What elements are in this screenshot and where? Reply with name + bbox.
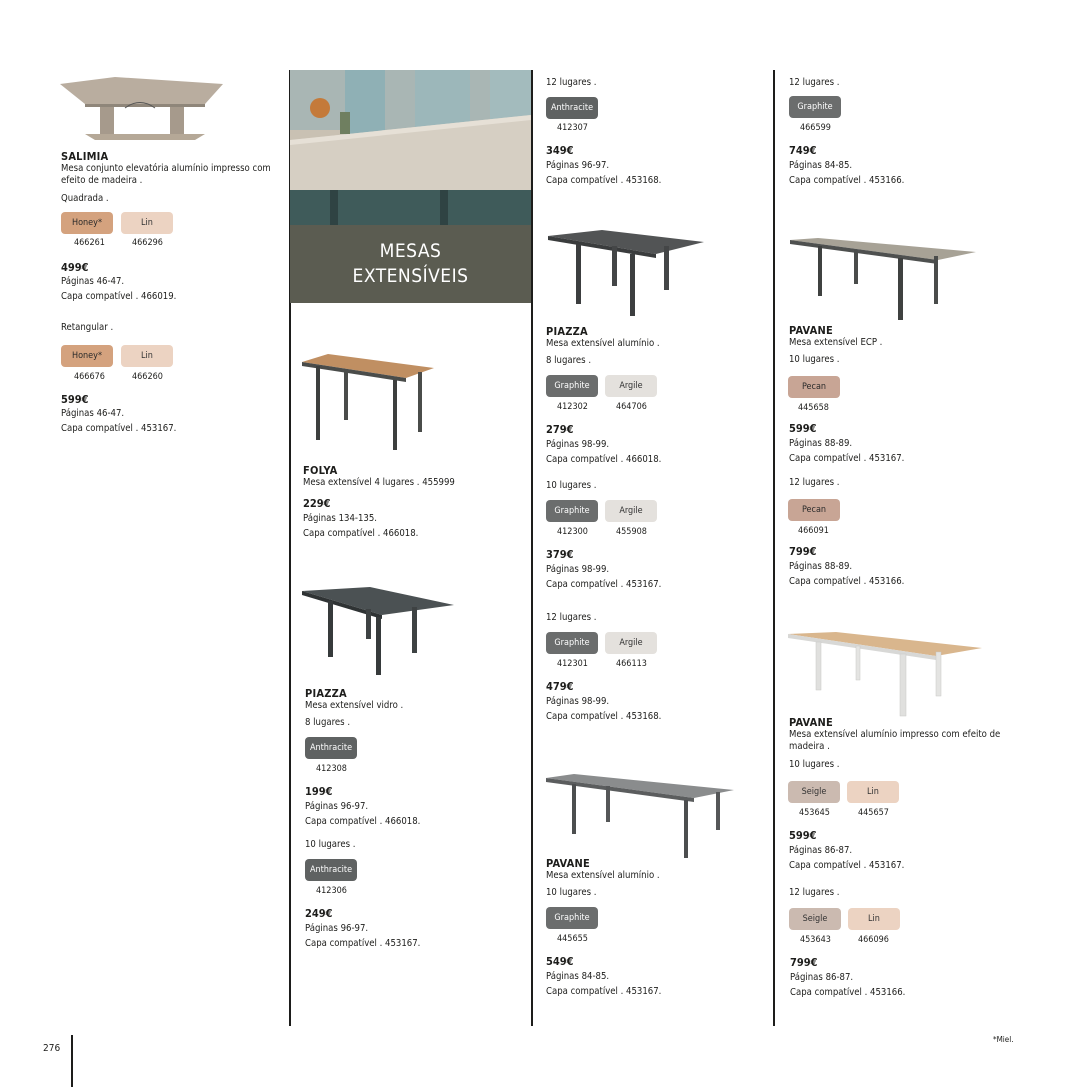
pages-reference: Páginas 96-97.: [546, 160, 610, 171]
product-description: Mesa extensível alumínio .: [546, 870, 660, 881]
lifestyle-photo: [290, 70, 531, 225]
product-code: 466261: [74, 238, 105, 248]
color-swatch-anthracite[interactable]: Anthracite: [546, 97, 598, 119]
product-code: 412307: [557, 123, 588, 133]
pavane-ecp-table-image: [788, 236, 978, 324]
cover-reference: Capa compatível . 453167.: [61, 423, 177, 434]
page-number: 276: [43, 1043, 61, 1054]
color-swatch-anthracite[interactable]: Anthracite: [305, 859, 357, 881]
product-name: PIAZZA: [305, 687, 347, 700]
cover-reference: Capa compatível . 466018.: [305, 816, 421, 827]
pages-reference: Páginas 98-99.: [546, 696, 610, 707]
pages-reference: Páginas 84-85.: [789, 160, 853, 171]
page-margin-line: [71, 1035, 73, 1087]
price: 479€: [546, 680, 574, 693]
banner-line-2: EXTENSÍVEIS: [352, 265, 469, 287]
price: 379€: [546, 548, 574, 561]
pages-reference: Páginas 86-87.: [789, 845, 853, 856]
piazza-glass-table-image: [300, 585, 456, 677]
variant-label: 12 lugares .: [789, 77, 840, 88]
product-code: 453645: [799, 808, 830, 818]
variant-label: 12 lugares .: [789, 477, 840, 488]
product-code: 466599: [800, 123, 831, 133]
divider-3: [773, 70, 775, 1026]
color-swatch-pecan[interactable]: Pecan: [788, 499, 840, 521]
pages-reference: Páginas 134-135.: [303, 513, 378, 524]
product-code: 466113: [616, 659, 647, 669]
color-swatch-lin[interactable]: Lin: [848, 908, 900, 930]
color-swatch-lin[interactable]: Lin: [847, 781, 899, 803]
pages-reference: Páginas 46-47.: [61, 408, 125, 419]
cover-reference: Capa compatível . 453167.: [546, 579, 662, 590]
variant-label: 10 lugares .: [305, 839, 356, 850]
color-swatch-pecan[interactable]: Pecan: [788, 376, 840, 398]
product-code: 466676: [74, 372, 105, 382]
product-code: 464706: [616, 402, 647, 412]
cover-reference: Capa compatível . 453166.: [789, 576, 905, 587]
price: 249€: [305, 907, 333, 920]
product-code: 466260: [132, 372, 163, 382]
cover-reference: Capa compatível . 453166.: [790, 987, 906, 998]
color-swatch-lin[interactable]: Lin: [121, 345, 173, 367]
variant-label: 8 lugares .: [305, 717, 351, 728]
product-description: Mesa extensível alumínio impresso com efeito de madeira .: [789, 729, 1001, 752]
cover-reference: Capa compatível . 466018.: [303, 528, 419, 539]
product-code: 466096: [858, 935, 889, 945]
color-swatch-argile[interactable]: Argile: [605, 500, 657, 522]
product-name: PAVANE: [789, 324, 833, 337]
variant-label: Quadrada .: [61, 193, 109, 204]
product-name: PAVANE: [789, 716, 833, 729]
cover-reference: Capa compatível . 466018.: [546, 454, 662, 465]
color-swatch-seigle[interactable]: Seigle: [788, 781, 840, 803]
color-swatch-graphite[interactable]: Graphite: [789, 96, 841, 118]
product-name: PIAZZA: [546, 325, 588, 338]
product-name: PAVANE: [546, 857, 590, 870]
pavane-wood-effect-table-image: [786, 630, 984, 718]
variant-label: 10 lugares .: [789, 759, 840, 770]
price: 799€: [790, 956, 818, 969]
pages-reference: Páginas 88-89.: [789, 561, 853, 572]
product-code: 466091: [798, 526, 829, 536]
piazza-aluminium-table-image: [546, 228, 706, 320]
salimia-table-image: [55, 72, 225, 144]
variant-label: 8 lugares .: [546, 355, 592, 366]
price: 599€: [789, 829, 817, 842]
pages-reference: Páginas 96-97.: [305, 801, 369, 812]
cover-reference: Capa compatível . 453168.: [546, 175, 662, 186]
pages-reference: Páginas 84-85.: [546, 971, 610, 982]
product-name: SALIMIA: [61, 150, 109, 163]
variant-label: 10 lugares .: [546, 480, 597, 491]
price: 349€: [546, 144, 574, 157]
product-name: FOLYA: [303, 464, 338, 477]
price: 599€: [789, 422, 817, 435]
price: 749€: [789, 144, 817, 157]
color-swatch-lin[interactable]: Lin: [121, 212, 173, 234]
product-code: 412306: [316, 886, 347, 896]
price: 199€: [305, 785, 333, 798]
cover-reference: Capa compatível . 453167.: [789, 860, 905, 871]
product-description: Mesa extensível ECP .: [789, 337, 883, 348]
product-code: 445657: [858, 808, 889, 818]
cover-reference: Capa compatível . 453168.: [546, 711, 662, 722]
footnote: *Miel.: [993, 1035, 1014, 1044]
price: 799€: [789, 545, 817, 558]
color-swatch-graphite[interactable]: Graphite: [546, 375, 598, 397]
product-code: 412308: [316, 764, 347, 774]
variant-label: 10 lugares .: [789, 354, 840, 365]
product-code: 412302: [557, 402, 588, 412]
product-description: Mesa extensível alumínio .: [546, 338, 660, 349]
pages-reference: Páginas 88-89.: [789, 438, 853, 449]
color-swatch-graphite[interactable]: Graphite: [546, 500, 598, 522]
product-code: 412301: [557, 659, 588, 669]
divider-2: [531, 70, 533, 1026]
variant-label: 12 lugares .: [789, 887, 840, 898]
product-code: 455908: [616, 527, 647, 537]
color-swatch-argile[interactable]: Argile: [605, 375, 657, 397]
variant-label: 12 lugares .: [546, 612, 597, 623]
pages-reference: Páginas 86-87.: [790, 972, 854, 983]
banner-line-1: MESAS: [379, 240, 442, 262]
pavane-aluminium-table-image: [544, 772, 736, 862]
variant-label: Retangular .: [61, 322, 114, 333]
variant-label: 10 lugares .: [546, 887, 597, 898]
color-swatch-graphite[interactable]: Graphite: [546, 632, 598, 654]
price: 279€: [546, 423, 574, 436]
pages-reference: Páginas 98-99.: [546, 564, 610, 575]
color-swatch-honey[interactable]: Honey*: [61, 345, 113, 367]
cover-reference: Capa compatível . 453167.: [305, 938, 421, 949]
product-code: 445655: [557, 934, 588, 944]
cover-reference: Capa compatível . 453166.: [789, 175, 905, 186]
price: 549€: [546, 955, 574, 968]
color-swatch-argile[interactable]: Argile: [605, 632, 657, 654]
category-banner: [290, 225, 531, 303]
pages-reference: Páginas 98-99.: [546, 439, 610, 450]
cover-reference: Capa compatível . 466019.: [61, 291, 177, 302]
product-code: 412300: [557, 527, 588, 537]
pages-reference: Páginas 46-47.: [61, 276, 125, 287]
product-code: 445658: [798, 403, 829, 413]
price: 229€: [303, 497, 331, 510]
cover-reference: Capa compatível . 453167.: [546, 986, 662, 997]
price: 499€: [61, 261, 89, 274]
product-description: Mesa extensível 4 lugares . 455999: [303, 477, 455, 488]
product-description: Mesa conjunto elevatória alumínio impresso com efeito de madeira .: [61, 163, 271, 186]
color-swatch-honey[interactable]: Honey*: [61, 212, 113, 234]
color-swatch-graphite[interactable]: Graphite: [546, 907, 598, 929]
variant-label: 12 lugares .: [546, 77, 597, 88]
product-description: Mesa extensível vidro .: [305, 700, 404, 711]
product-code: 453643: [800, 935, 831, 945]
pages-reference: Páginas 96-97.: [305, 923, 369, 934]
color-swatch-anthracite[interactable]: Anthracite: [305, 737, 357, 759]
folya-table-image: [298, 352, 438, 452]
color-swatch-seigle[interactable]: Seigle: [789, 908, 841, 930]
cover-reference: Capa compatível . 453167.: [789, 453, 905, 464]
product-code: 466296: [132, 238, 163, 248]
price: 599€: [61, 393, 89, 406]
